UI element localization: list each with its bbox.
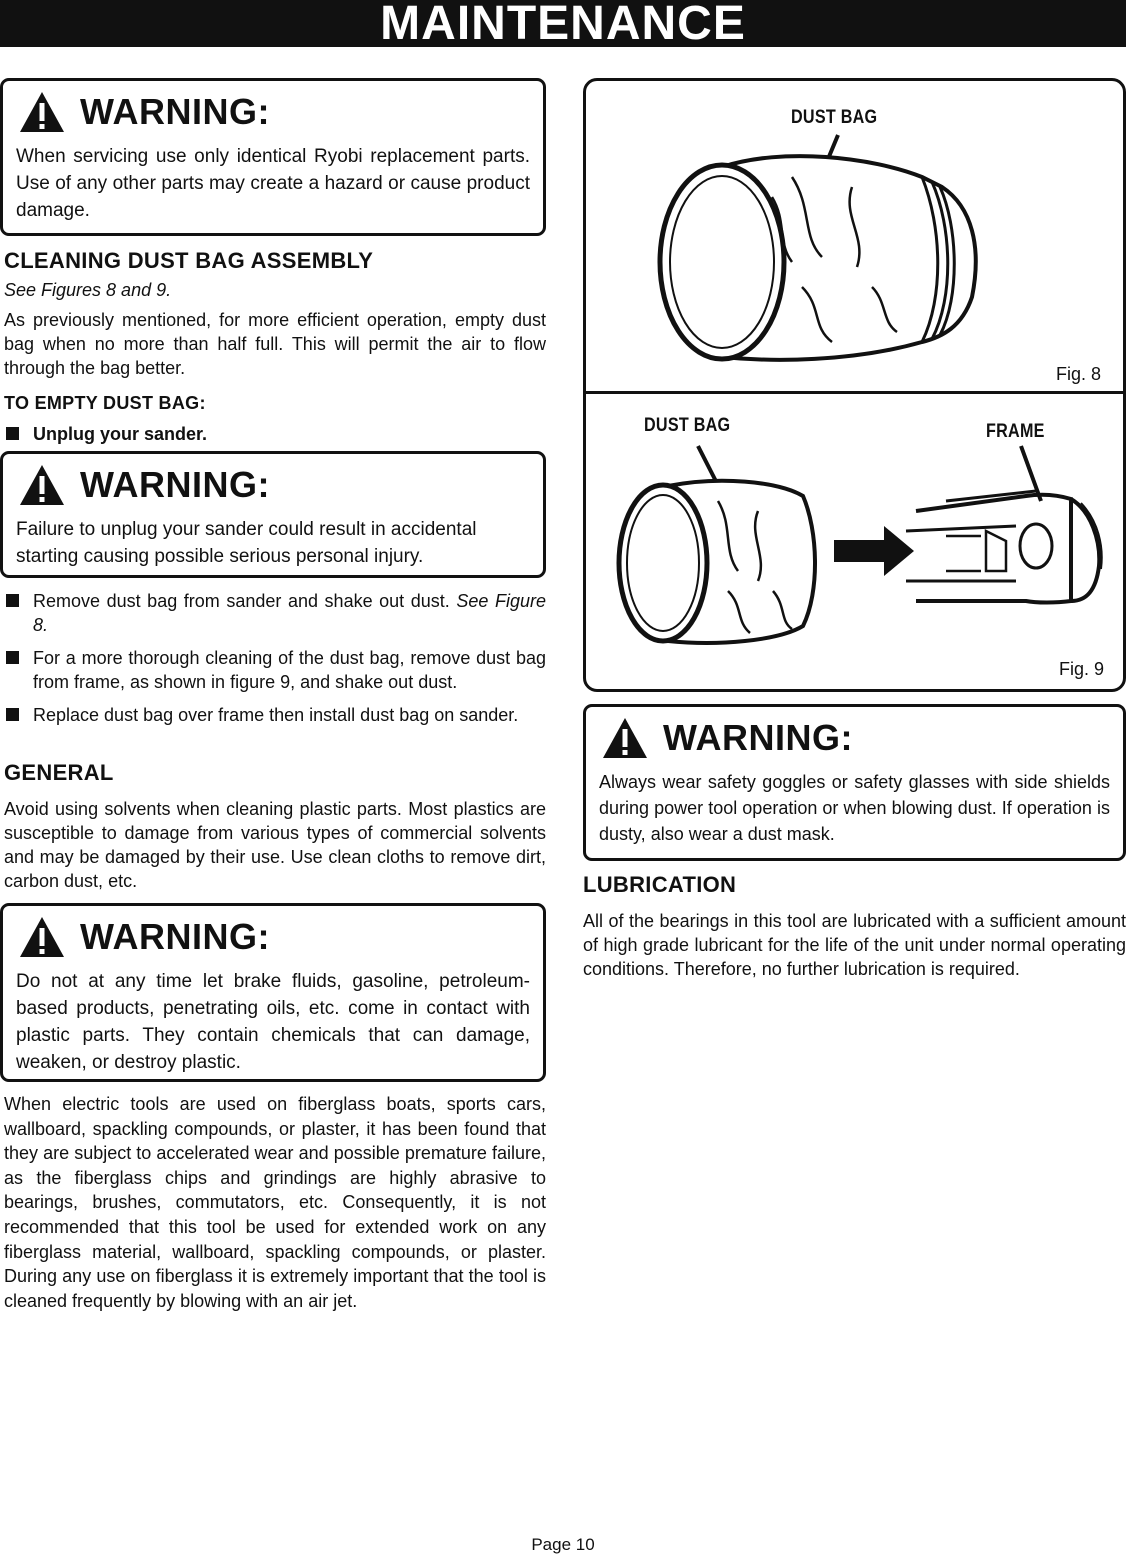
list-item: Unplug your sander. (4, 422, 546, 446)
fig8-dust-bag-label: DUST BAG (791, 107, 878, 128)
warning-triangle-icon (18, 463, 66, 507)
figure-box (583, 78, 1126, 692)
general-heading: GENERAL (4, 760, 114, 785)
lubrication-paragraph: All of the bearings in this tool are lubricated with a sufficient amount of high grade lubricant for the life of the unit under normal operating conditions. Therefore, no further lubrication is required. (583, 911, 1126, 979)
warning-box-safety-goggles (583, 704, 1126, 861)
fig8-caption: Fig. 8 (1056, 364, 1102, 384)
bullet-square-icon (6, 427, 19, 440)
bullet-square-icon (6, 651, 19, 664)
warning-triangle-icon (601, 716, 649, 760)
warning-title: WARNING: (663, 717, 853, 758)
warning-text: Failure to unplug your sander could result in accidental starting causing possible serious personal injury. (16, 519, 477, 567)
fig9-dust-bag-illustration (608, 441, 828, 661)
figure-divider (586, 391, 1123, 394)
warning-text: When servicing use only identical Ryobi replacement parts. Use of any other parts may create a hazard or cause product damage. (16, 146, 530, 221)
page-header (0, 0, 1126, 50)
cleaning-heading: CLEANING DUST BAG ASSEMBLY (4, 248, 374, 273)
warning-box-unplug (0, 451, 546, 578)
fig8-dust-bag-illustration (652, 127, 1012, 367)
cleaning-intro: As previously mentioned, for more efficient operation, empty dust bag when no more than half full. This will permit the air to flow through the bag better. (4, 310, 546, 378)
warning-text: Always wear safety goggles or safety glasses with side shields during power tool operation or when blowing dust. If operation is dusty, also wear a dust mask. (599, 772, 1110, 844)
lubrication-heading: LUBRICATION (583, 872, 737, 897)
bullet-square-icon (6, 708, 19, 721)
warning-text: Do not at any time let brake fluids, gasoline, petroleum-based products, penetrating oils, etc. come in contact with plastic parts. They contain chemicals that can damage, weaken, or destroy plastic. (16, 971, 530, 1073)
list-item: Replace dust bag over frame then install dust bag on sander. (4, 703, 546, 727)
bullet-square-icon (6, 594, 19, 607)
cleaning-see-figures: See Figures 8 and 9. (4, 280, 172, 300)
list-item: Remove dust bag from sander and shake out dust. See Figure 8. (4, 589, 546, 637)
page-number: Page 10 (531, 1535, 595, 1554)
warning-title: WARNING: (80, 91, 270, 132)
general-paragraph-2: When electric tools are used on fiberglass boats, sports cars, wallboard, spackling compounds, or plaster, it has been found that they are subject to accelerated wear and possible premature failure, as the fiberglass chips and grindings are highly abrasive to bearings, brushes, commutators, etc. Consequently, it is not recommended that this tool be used for extended work on any fiberglass material, wallboard, spackling compounds, or plaster. During any use on fiberglass it is extremely important that the tool is cleaned frequently by blowing with an air jet. (4, 1094, 546, 1311)
general-paragraph-1: Avoid using solvents when cleaning plastic parts. Most plastics are susceptible to damage from various types of commercial solvents and may be damaged by their use. Use clean cloths to remove dirt, carbon dust, etc. (4, 799, 546, 891)
warning-box-replacement-parts (0, 78, 546, 236)
fig9-caption: Fig. 9 (1059, 659, 1105, 679)
page-title: MAINTENANCE (380, 0, 746, 50)
warning-triangle-icon (18, 90, 66, 134)
warning-title: WARNING: (80, 464, 270, 505)
empty-bag-subheading: TO EMPTY DUST BAG: (4, 393, 206, 413)
warning-title: WARNING: (80, 916, 270, 957)
fig9-frame-illustration (886, 441, 1116, 611)
warning-triangle-icon (18, 915, 66, 959)
fig9-frame-label: FRAME (986, 421, 1045, 442)
cleaning-bullet-list (4, 589, 546, 736)
warning-box-chemicals (0, 903, 546, 1082)
list-item: For a more thorough cleaning of the dust bag, remove dust bag from frame, as shown in figure 9, and shake out dust. (4, 646, 546, 694)
fig9-dust-bag-label: DUST BAG (644, 415, 731, 436)
